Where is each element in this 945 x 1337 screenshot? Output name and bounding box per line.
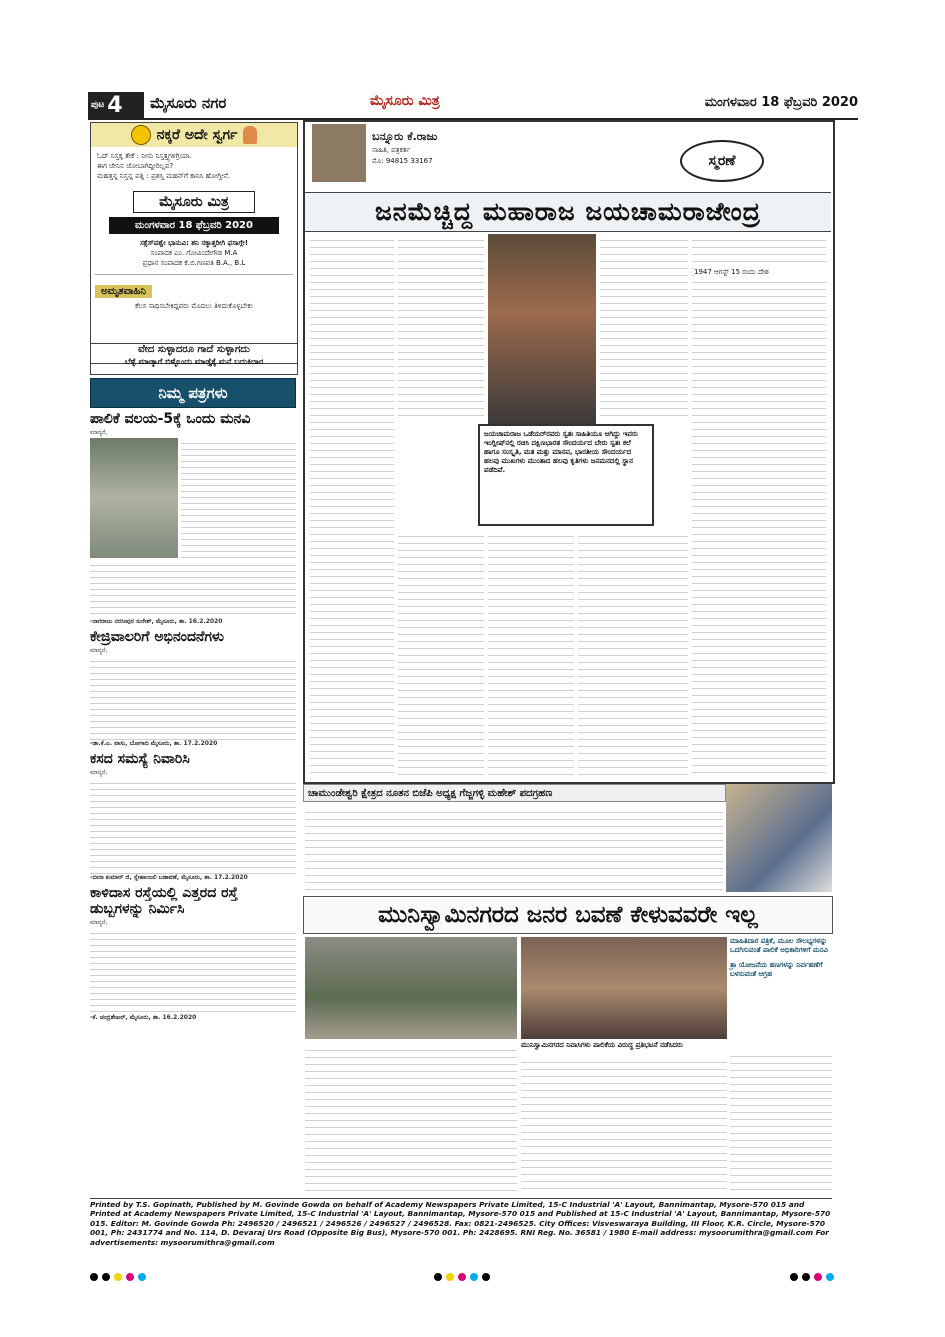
joke-line: ಓದ್ ನಿಸ್ತಕ್ಕ ತೇಕೆ : ನೀನು ನಿಸ್ತತ್ತ್ವಗಳಿಗ್ರಿಯಾ. (97, 152, 192, 160)
letter-text-block (90, 928, 296, 1014)
joke-line: ಈಗ ಜೇನಿನ ಜೋಬಾಗಿದ್ದೀರಿಲ್ಲವ? (97, 162, 174, 170)
muniswami-headline: ಮುನಿಸ್ವಾಮಿನಗರದ ಜನರ ಬವಣೆ ಕೇಳುವವರೇ ಇಲ್ಲ (303, 896, 833, 934)
letter-signature: -ಡಾ.ಕೆ.ಎ. ವಾಸು, ಬೋಗಾದಿ ಮೈಸೂರು, ತಾ. 17.2.2020 (90, 739, 218, 747)
page-number-box (88, 92, 144, 118)
registration-dots-right (790, 1273, 834, 1281)
letter-title: ಕಾಳಿದಾಸ ರಸ್ತೆಯಲ್ಲಿ ಎತ್ತರದ ರಸ್ತೆ ಡುಬ್ಬಗಳನ್ನು ನಿರ್ಮಿಸಿ (90, 885, 238, 917)
letter-salute: ಮಾನ್ಯರೆ, (90, 647, 108, 654)
reg-dot (102, 1273, 110, 1281)
reg-dot (90, 1273, 98, 1281)
print-imprint: Printed by T.S. Gopinath, Published by M. Govinde Gowda on behalf of Academy Newspapers Private Limited, 15-C Industrial 'A' Layout, Bannimantap, Mysore-570 015 and Printed at Academy Newspapers Private Limited, 15-C Industrial 'A' Layout, Bannimantap, Mysore-570 015 and Published at 15-C Industrial 'A' Layout, Bannimantap, Mysore-570 015. Editor: M. Govinde Gowda Ph: 2496520 / 2496521 / 2496526 / 2496527 / 2496528. Fax: 0821-2496525. City Offices: Visveswaraya Building, III Floor, K.R. Circle, Mysore-570 001, Ph: 2431774 and No. 114, D. Devaraj Urs Road (Opposite Big Bus), Mysore-570 001. Ph: 2428695. RNI Reg. No. 36581 / 1980 E-mail address: mysoorumithra@gmail.com For advertisements: mysoorumithra@gmail.com (90, 1200, 831, 1247)
masthead-date: ಮಂಗಳವಾರ 18 ಫೆಬ್ರವರಿ 2020 (109, 217, 279, 234)
issue-date: ಮಂಗಳವಾರ 18 ಫೆಬ್ರವರಿ 2020 (704, 95, 858, 110)
article-column (488, 530, 574, 776)
highlight-point: ಮಾಹಿತಿದಾರ ಪತ್ರಿಕೆ, ಮೂಲ ಸೌಲಭ್ಯಗಳನ್ನು ಒದಗಿಸುವಂತೆ ಪಾಲಿಕೆ ಅಧಿಕಾರಿಗಳಿಗೆ ಮನವಿ (730, 937, 828, 954)
footer-divider (90, 1198, 832, 1199)
author-role: ಸಾಹಿತಿ, ಪತ್ರಕರ್ತ (372, 146, 411, 154)
letter-text-block (181, 438, 296, 558)
registration-dots-center (434, 1273, 490, 1281)
proverb-line: ಬೆಳ್ಳೆ ಮಾಡ್ಕಾಗೆ ಬಿಳ್ಳೊಂದು ಮಾಡ್ತೈಕ್ಕೆ ಮನೆ ಬದುಕಿದಾರ (124, 357, 264, 366)
letter-signature: -ನಾಗರಾಜು ನರಸೀಪುರ ಸುರೇಶ್, ಮೈಸೂರು, ತಾ. 16.2.2020 (90, 617, 223, 625)
masthead-logo: ಮೈಸೂರು ಮಿತ್ರ (133, 191, 255, 213)
nakkare-box (90, 122, 298, 364)
reg-dot (826, 1273, 834, 1281)
author-phone: ಮೊ: 94815 33167 (372, 157, 433, 165)
bjp-headline: ಚಾಮುಂಡೇಶ್ವರಿ ಕ್ಷೇತ್ರದ ನೂತನ ಬಿಜೆಪಿ ಅಧ್ಯಕ್ಷ ಗೆಜ್ಜಗಳ್ಳಿ ಮಹೇಶ್ ಪದಗ್ರಹಣ (303, 784, 726, 802)
masthead-info (91, 238, 297, 268)
nakkare-title: ನಕ್ಕರೆ ಅದೇ ಸ್ವರ್ಗ (156, 127, 238, 143)
page-label: ಪುಟ (91, 100, 105, 110)
laughing-face-icon (131, 125, 151, 145)
reg-dot (814, 1273, 822, 1281)
letter-text-block (90, 560, 296, 618)
cartoon-figure-icon (243, 126, 257, 144)
author-name: ಬನ್ನೂರು ಕೆ.ರಾಜು (372, 130, 438, 143)
article-column (578, 530, 688, 776)
letter-salute: ಮಾನ್ಯರೆ, (90, 919, 108, 926)
article-column (692, 234, 826, 776)
letter-salute: ಮಾನ್ಯರೆ, (90, 769, 108, 776)
muniswami-article-text (521, 1056, 727, 1194)
drainage-photo (305, 937, 517, 1039)
letter-signature: -ಬೀನಾ ಕುಮಾರ್ ಜಿ, ಸ್ನೇಹಾಂಜಲಿ ಬಡಾವಣೆ, ಮೈಸೂರು, ತಾ. 17.2.2020 (90, 873, 248, 881)
letters-section (90, 378, 296, 1100)
amrut-title: ಅಮೃತವಾಹಿನಿ (95, 285, 152, 298)
registration-dots-left (90, 1273, 146, 1281)
info-line: ಪ್ರಧಾನ ಸಂಪಾದಕ ಕೆ.ಬಿ.ಗಣಪತಿ B.A., B.L (142, 259, 246, 267)
reg-dot (114, 1273, 122, 1281)
letter-signature: -ಕೆ. ಚಂದ್ರಶೇಖರ್, ಮೈಸೂರು, ತಾ. 16.2.2020 (90, 1013, 197, 1021)
reg-dot (482, 1273, 490, 1281)
maharaja-photo (488, 234, 596, 426)
letter-title: ಕೇಜ್ರಿವಾಲರಿಗೆ ಅಭಿನಂದನೆಗಳು (90, 629, 224, 645)
letters-section-title: ನಿಮ್ಮ ಪತ್ರಗಳು (90, 378, 296, 408)
reg-dot (446, 1273, 454, 1281)
nakkare-header (91, 123, 297, 147)
bjp-event-photo (726, 784, 832, 892)
letter-photo (90, 438, 178, 558)
reg-dot (434, 1273, 442, 1281)
article-column (600, 234, 688, 420)
letter-title: ಪಾಲಿಕೆ ವಲಯ-5ಕ್ಕೆ ಒಂದು ಮನವಿ (90, 411, 251, 427)
article-column (398, 234, 484, 420)
amrut-section (95, 274, 293, 311)
letter-salute: ಮಾನ್ಯರೆ, (90, 429, 108, 436)
reg-dot (458, 1273, 466, 1281)
letter-body (181, 438, 296, 558)
muniswami-highlights (730, 937, 832, 1047)
section-title: ಮೈಸೂರು ನಗರ (150, 94, 227, 112)
reg-dot (470, 1273, 478, 1281)
pull-quote: ಜಯಚಾಮರಾಜ ಒಡೆಯರ್‌ರವರು ಸ್ವತಃ ಸಾಹಿತಿಯೂ ಆಗಿದ್ದು ಇವರು ಇಂಗ್ಲೀಷ್‌ನಲ್ಲಿ ರಚಿಸಿ ದಕ್ಷಿಣಭಾರತ ಸೌಂದರ್ಯದ ಬೇರು ಸ್ವತಃ ಕಲೆ ಹಾಗೂ ಸಂಸ್ಕೃತಿ, ಮತ ಮತ್ತು ಮಾನವ, ಭಾರತೀಯ ಸೌಂದರ್ಯದ ಹಲವು ಮುಖಗಳು ಮುಂತಾದ ಹಲವು ಕೃತಿಗಳು ಜನಮನದಲ್ಲಿ ಸ್ಥಾನ ಪಡೆದಿವೆ. (478, 424, 654, 526)
highlight-point: ತ್ರಾ ಯೋಜನೆಯ ಹಣಗಳನ್ನು ನಿರ್ವಹಣೆಗೆ ಬಳಸುವಂತೆ ಆಗ್ರಹ (730, 961, 823, 978)
proverb-line: ವೇದ ಸುಳ್ಳಾದರೂ ಗಾದೆ ಸುಳ್ಳಾಗದು (138, 344, 250, 355)
newspaper-logo: ಮೈಸೂರು ಮಿತ್ರ (370, 93, 440, 109)
joke-line: ಮಹತ್ತನ್ನ ನಿಸ್ತನ್ನ ಪತ್ನಿ : ಪ್ರಶಸ್ತಿ ಮಹನ್‌ಗೆ ಕಾನಿಸಿ ಹೋಗ್ತೀನೆ. (97, 172, 231, 180)
joke-text (91, 147, 297, 185)
smarane-badge: ಸ್ಮರಣೆ (680, 140, 764, 182)
reg-dot (126, 1273, 134, 1281)
letter-title: ಕಸದ ಸಮಸ್ಯೆ ನಿವಾರಿಸಿ (90, 751, 190, 767)
author-photo (312, 124, 366, 182)
page-number: 4 (107, 92, 123, 118)
photo-caption: ಮುನಿಸ್ವಾಮಿನಗರದ ನಿವಾಸಿಗಳು ಪಾಲಿಕೆಯ ವಿರುದ್ಧ ಪ್ರತಿಭಟನೆ ನಡೆಸಿದರು (521, 1041, 683, 1049)
letter-text-block (90, 778, 296, 874)
bjp-article-text (305, 806, 723, 892)
article-column (398, 530, 484, 776)
page-header (88, 88, 858, 120)
letter-text-block (90, 656, 296, 740)
reg-dot (790, 1273, 798, 1281)
muniswami-article-text (730, 1050, 832, 1194)
muniswami-article-text (305, 1044, 517, 1194)
amrut-text: ಕೆಲಸ ಸಾಧಿಸಬೇಕಿದ್ದವರು ಮೊದಲು ತಿಳಿದುಕೊಳ್ಳಬೇಕು (135, 302, 253, 310)
article-column (310, 234, 394, 776)
veda-proverb (90, 343, 298, 375)
info-line: ಸಕ್ಸೆಸ್‌ವಶ್ವೇ ಭಾನುವಿ: ಶನಿ ಸಕ್ಕಾತ್ತರೀಗಿ ಫಸಾಗ್ಗೇ! (139, 239, 249, 247)
reg-dot (802, 1273, 810, 1281)
residents-photo (521, 937, 727, 1039)
info-line: ಸಂಪಾದಕ ಎಂ. ಗೋವಿಂದೇಗೌಡ M.A (150, 249, 238, 257)
reg-dot (138, 1273, 146, 1281)
article-1947-line: 1947 ಆಗಸ್ಟ್ 15 ರಂದು ದೇಶ (694, 268, 826, 277)
article-headline: ಜನಮೆಚ್ಚಿದ್ದ ಮಹಾರಾಜ ಜಯಚಾಮರಾಜೇಂದ್ರ (305, 192, 831, 232)
